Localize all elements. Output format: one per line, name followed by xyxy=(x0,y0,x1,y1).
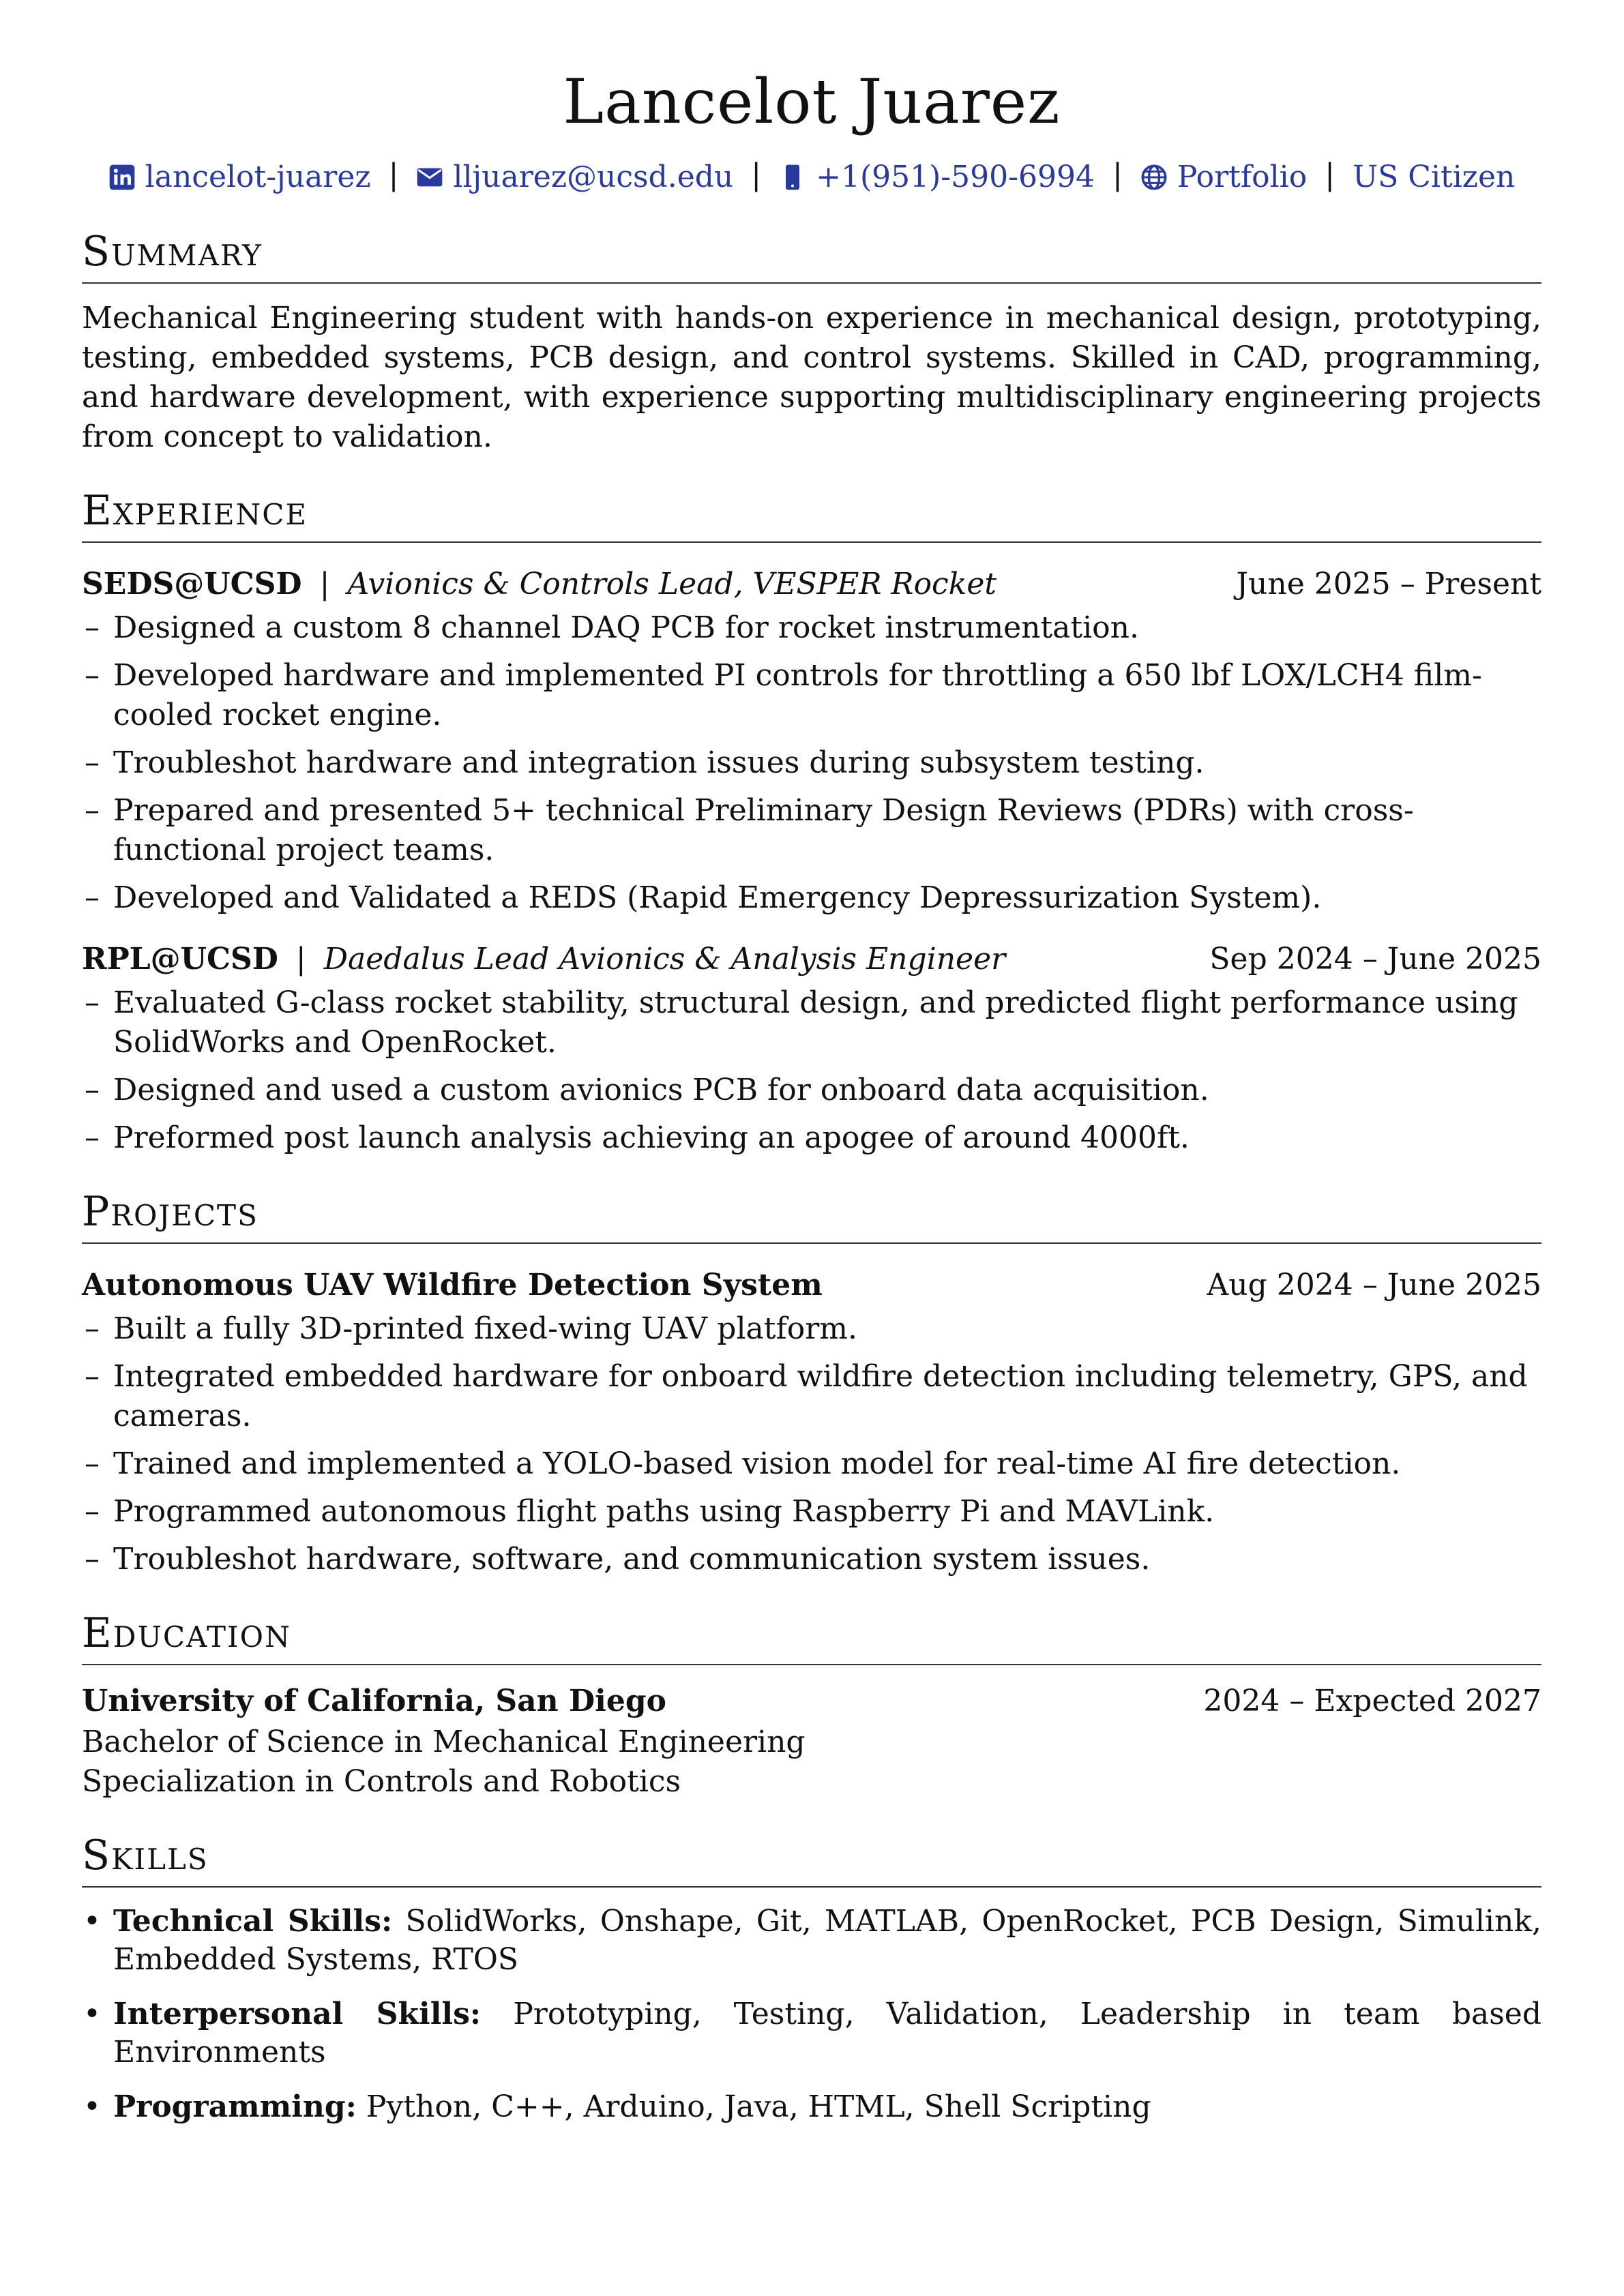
list-item: – Prepared and presented 5+ technical Preliminary Design Reviews (PDRs) with cross-functional project teams. xyxy=(82,791,1541,870)
list-item: – Programmed autonomous flight paths using Raspberry Pi and MAVLink. xyxy=(82,1492,1541,1532)
entry-dates: 2024 – Expected 2027 xyxy=(1203,1683,1541,1718)
entry-header xyxy=(82,938,1541,981)
section-title-education: Education xyxy=(82,1609,291,1657)
experience-entry xyxy=(82,563,1541,918)
separator: | xyxy=(1112,158,1123,192)
separator: | xyxy=(319,566,330,601)
email-address: lljuarez@ucsd.edu xyxy=(453,159,734,194)
skill-values: Prototyping, Testing, Validation, Leadership in team based Environments xyxy=(113,1996,1541,2070)
entry-role: Avionics & Controls Lead, VESPER Rocket xyxy=(347,566,997,601)
section-divider xyxy=(82,1664,1541,1665)
entry-organization: SEDS@UCSD xyxy=(82,566,302,601)
linkedin-link[interactable] xyxy=(108,157,371,198)
skills-section xyxy=(82,1829,1541,2126)
email-link[interactable] xyxy=(416,157,733,198)
globe-icon xyxy=(1140,164,1168,191)
portfolio-label: Portfolio xyxy=(1177,159,1308,194)
phone-link[interactable] xyxy=(779,157,1095,198)
projects-section xyxy=(82,1185,1541,1579)
experience-section xyxy=(82,484,1541,1158)
list-item: – Designed a custom 8 channel DAQ PCB for rocket instrumentation. xyxy=(82,608,1541,648)
summary-text: Mechanical Engineering student with hands-on experience in mechanical design, prototyping, testing, embedded systems, PCB design, and control systems. Skilled in CAD, programming, and hardware development, with experience supporting multidisciplinary engineering projects from concept to validation. xyxy=(82,300,1541,454)
list-item: – Developed hardware and implemented PI controls for throttling a 650 lbf LOX/LCH4 film-cooled rocket engine. xyxy=(82,656,1541,735)
separator: | xyxy=(751,158,762,192)
citizenship-label: US Citizen xyxy=(1353,159,1516,194)
section-title-projects: Projects xyxy=(82,1187,259,1236)
list-item: – Evaluated G-class rocket stability, structural design, and predicted flight performance using SolidWorks and OpenRocket. xyxy=(82,983,1541,1062)
bullet-list xyxy=(82,608,1541,918)
entry-dates: June 2025 – Present xyxy=(1236,566,1541,601)
list-item xyxy=(82,1903,1541,1979)
section-divider xyxy=(82,541,1541,543)
entry-organization: RPL@UCSD xyxy=(82,941,278,976)
entry-header xyxy=(82,1680,1541,1723)
list-item: – Preformed post launch analysis achieving an apogee of around 4000ft. xyxy=(82,1118,1541,1158)
candidate-name: Lancelot Juarez xyxy=(563,66,1061,138)
school-name: University of California, San Diego xyxy=(82,1683,666,1718)
citizenship-link[interactable] xyxy=(1353,157,1515,198)
section-divider xyxy=(82,1242,1541,1244)
project-name: Autonomous UAV Wildfire Detection System xyxy=(82,1267,823,1302)
list-item: – Built a fully 3D-printed fixed-wing UAV platform. xyxy=(82,1309,1541,1349)
section-divider xyxy=(82,1886,1541,1888)
list-item xyxy=(82,2088,1541,2126)
list-item: – Developed and Validated a REDS (Rapid Emergency Depressurization System). xyxy=(82,878,1541,918)
portfolio-link[interactable] xyxy=(1140,157,1307,198)
skills-list xyxy=(82,1903,1541,2126)
list-item: – Troubleshot hardware, software, and communication system issues. xyxy=(82,1540,1541,1579)
bullet-list xyxy=(82,983,1541,1158)
skill-values: Python, C++, Arduino, Java, HTML, Shell Scripting xyxy=(366,2089,1151,2124)
separator: | xyxy=(388,158,399,192)
project-entry xyxy=(82,1264,1541,1579)
contact-bar xyxy=(82,155,1541,198)
skill-values: SolidWorks, Onshape, Git, MATLAB, OpenRocket, PCB Design, Simulink, Embedded Systems, RTOS xyxy=(113,1903,1541,1977)
section-divider xyxy=(82,282,1541,284)
education-section xyxy=(82,1607,1541,1802)
summary-section xyxy=(82,225,1541,457)
skill-category-label: Technical Skills: xyxy=(113,1903,393,1939)
list-item: – Troubleshot hardware and integration issues during subsystem testing. xyxy=(82,743,1541,783)
list-item: – Trained and implemented a YOLO-based vision model for real-time AI fire detection. xyxy=(82,1444,1541,1484)
entry-role: Daedalus Lead Avionics & Analysis Engineer xyxy=(323,941,1006,976)
entry-dates: Sep 2024 – June 2025 xyxy=(1209,941,1541,976)
section-title-experience: Experience xyxy=(82,486,308,535)
section-title-skills: Skills xyxy=(82,1831,209,1879)
experience-entry xyxy=(82,938,1541,1158)
mobile-phone-icon xyxy=(779,164,806,191)
list-item: – Integrated embedded hardware for onboard wildfire detection including telemetry, GPS, and cameras. xyxy=(82,1357,1541,1436)
phone-number: +1(951)-590-6994 xyxy=(816,159,1095,194)
entry-dates: Aug 2024 – June 2025 xyxy=(1207,1267,1541,1302)
envelope-icon xyxy=(416,164,443,191)
section-title-summary: Summary xyxy=(82,227,263,275)
resume-page xyxy=(82,65,1541,2143)
separator: | xyxy=(1325,158,1335,192)
list-item: – Designed and used a custom avionics PCB for onboard data acquisition. xyxy=(82,1071,1541,1110)
skill-category-label: Interpersonal Skills: xyxy=(113,1996,482,2031)
linkedin-icon xyxy=(108,164,136,191)
bullet-list xyxy=(82,1309,1541,1579)
entry-header xyxy=(82,563,1541,606)
degree: Bachelor of Science in Mechanical Engineering xyxy=(82,1724,806,1759)
separator: | xyxy=(295,941,306,976)
entry-header xyxy=(82,1264,1541,1307)
specialization: Specialization in Controls and Robotics xyxy=(82,1763,681,1799)
linkedin-handle: lancelot-juarez xyxy=(145,159,371,194)
list-item xyxy=(82,1995,1541,2072)
skill-category-label: Programming: xyxy=(113,2089,357,2124)
